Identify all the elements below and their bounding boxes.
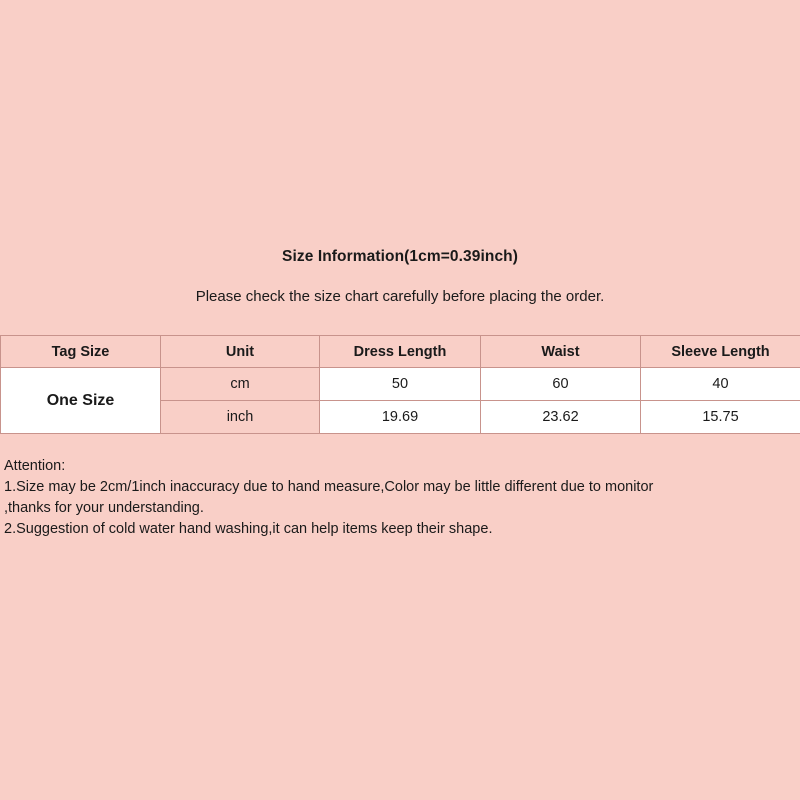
- cell-sleeve-length-inch: 15.75: [641, 401, 800, 434]
- size-table: [0, 335, 800, 434]
- attention-line-1: 1.Size may be 2cm/1inch inaccuracy due to hand measure,Color may be little different due to monitor: [4, 479, 654, 496]
- cell-dress-length-cm: 50: [320, 368, 481, 401]
- cell-tag-size-value: One Size: [1, 368, 161, 434]
- table-row: [1, 368, 800, 401]
- page-title: Size Information(1cm=0.39inch): [282, 248, 518, 265]
- chart-headings: [0, 208, 800, 315]
- table-header-row: [1, 336, 800, 368]
- cell-waist-inch: 23.62: [481, 401, 641, 434]
- column-header-unit: Unit: [161, 336, 320, 368]
- cell-unit-cm: cm: [161, 368, 320, 401]
- page-subtitle: Please check the size chart carefully before placing the order.: [195, 288, 605, 305]
- attention-line-2: ,thanks for your understanding.: [4, 500, 204, 517]
- column-header-waist: Waist: [481, 336, 641, 368]
- cell-unit-inch: inch: [161, 401, 320, 434]
- column-header-dress-length: Dress Length: [320, 336, 481, 368]
- column-header-tag-size: Tag Size: [1, 336, 161, 368]
- attention-line-3: 2.Suggestion of cold water hand washing,it can help items keep their shape.: [4, 521, 493, 538]
- attention-heading: Attention:: [4, 458, 66, 474]
- size-chart-panel: [0, 208, 800, 554]
- column-header-sleeve-length: Sleeve Length: [641, 336, 800, 368]
- cell-dress-length-inch: 19.69: [320, 401, 481, 434]
- attention-note: [0, 434, 800, 554]
- cell-sleeve-length-cm: 40: [641, 368, 800, 401]
- cell-waist-cm: 60: [481, 368, 641, 401]
